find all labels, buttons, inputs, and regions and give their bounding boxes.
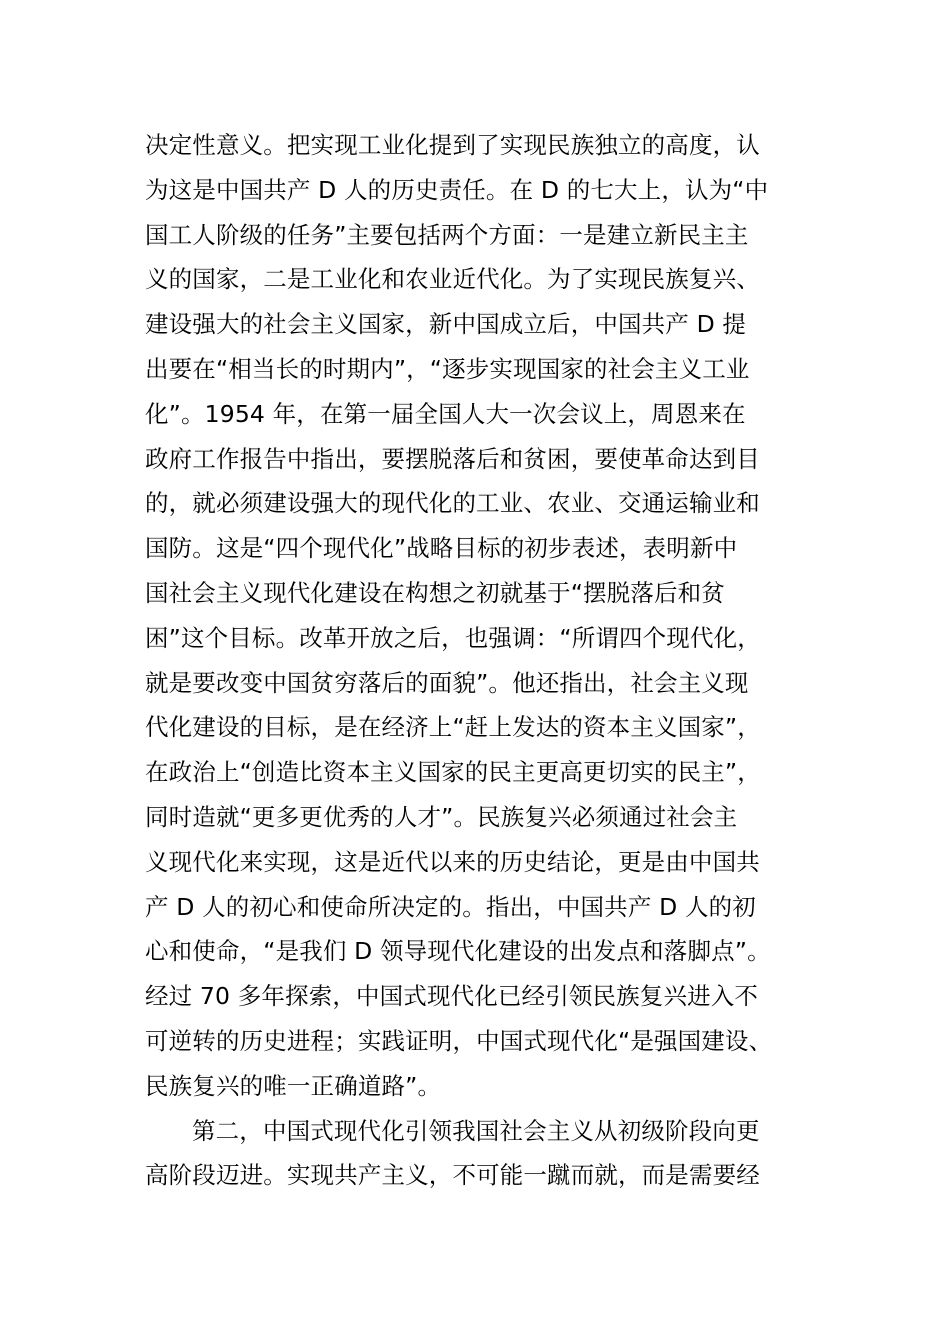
text-line: 政府工作报告中指出，要摆脱落后和贫困，要使革命达到目 bbox=[145, 444, 760, 473]
text-line: 国防。这是“四个现代化”战略目标的初步表述，表明新中 bbox=[145, 534, 738, 563]
text-line: 同时造就“更多更优秀的人才”。民族复兴必须通过社会主 bbox=[145, 802, 738, 831]
text-line: 的，就必须建设强大的现代化的工业、农业、交通运输业和 bbox=[145, 489, 760, 518]
text-line: 产 D 人的初心和使命所决定的。指出，中国共产 D 人的初 bbox=[145, 892, 756, 921]
text-line: 义的国家，二是工业化和农业近代化。为了实现民族复兴、 bbox=[145, 265, 760, 294]
text-line: 困”这个目标。改革开放之后，也强调：“所谓四个现代化， bbox=[145, 623, 761, 652]
text-line: 出要在“相当长的时期内”，“逐步实现国家的社会主义工业 bbox=[145, 354, 750, 383]
text-line: 在政治上“创造比资本主义国家的民主更高更切实的民主”， bbox=[145, 758, 761, 787]
text-line: 代化建设的目标，是在经济上“赶上发达的资本主义国家”， bbox=[145, 713, 761, 742]
text-line: 经过 70 多年探索，中国式现代化已经引领民族复兴进入不 bbox=[145, 982, 759, 1011]
text-line: 可逆转的历史进程；实践证明，中国式现代化“是强国建设、 bbox=[145, 1026, 773, 1055]
text-line: 建设强大的社会主义国家，新中国成立后，中国共产 D 提 bbox=[145, 310, 747, 339]
text-line: 心和使命，“是我们 D 领导现代化建设的出发点和落脚点”。 bbox=[145, 937, 771, 966]
text-line: 义现代化来实现，这是近代以来的历史结论，更是由中国共 bbox=[145, 847, 760, 876]
text-line: 决定性意义。把实现工业化提到了实现民族独立的高度，认 bbox=[145, 131, 760, 159]
text-line: 就是要改变中国贫穷落后的面貌”。他还指出，社会主义现 bbox=[145, 668, 749, 697]
text-line: 为这是中国共产 D 人的历史责任。在 D 的七大上，认为“中 bbox=[145, 175, 769, 204]
text-line: 高阶段迈进。实现共产主义，不可能一蹴而就，而是需要经 bbox=[145, 1161, 760, 1190]
paragraph-start-line: 第二，中国式现代化引领我国社会主义从初级阶段向更 bbox=[192, 1116, 760, 1145]
text-line: 国工人阶级的任务”主要包括两个方面：一是建立新民主主 bbox=[145, 220, 749, 249]
text-line: 民族复兴的唯一正确道路”。 bbox=[145, 1071, 442, 1100]
text-line: 化”。1954 年，在第一届全国人大一次会议上，周恩来在 bbox=[145, 399, 746, 428]
text-line: 国社会主义现代化建设在构想之初就基于“摆脱落后和贫 bbox=[145, 578, 725, 607]
body-text bbox=[145, 123, 845, 1198]
